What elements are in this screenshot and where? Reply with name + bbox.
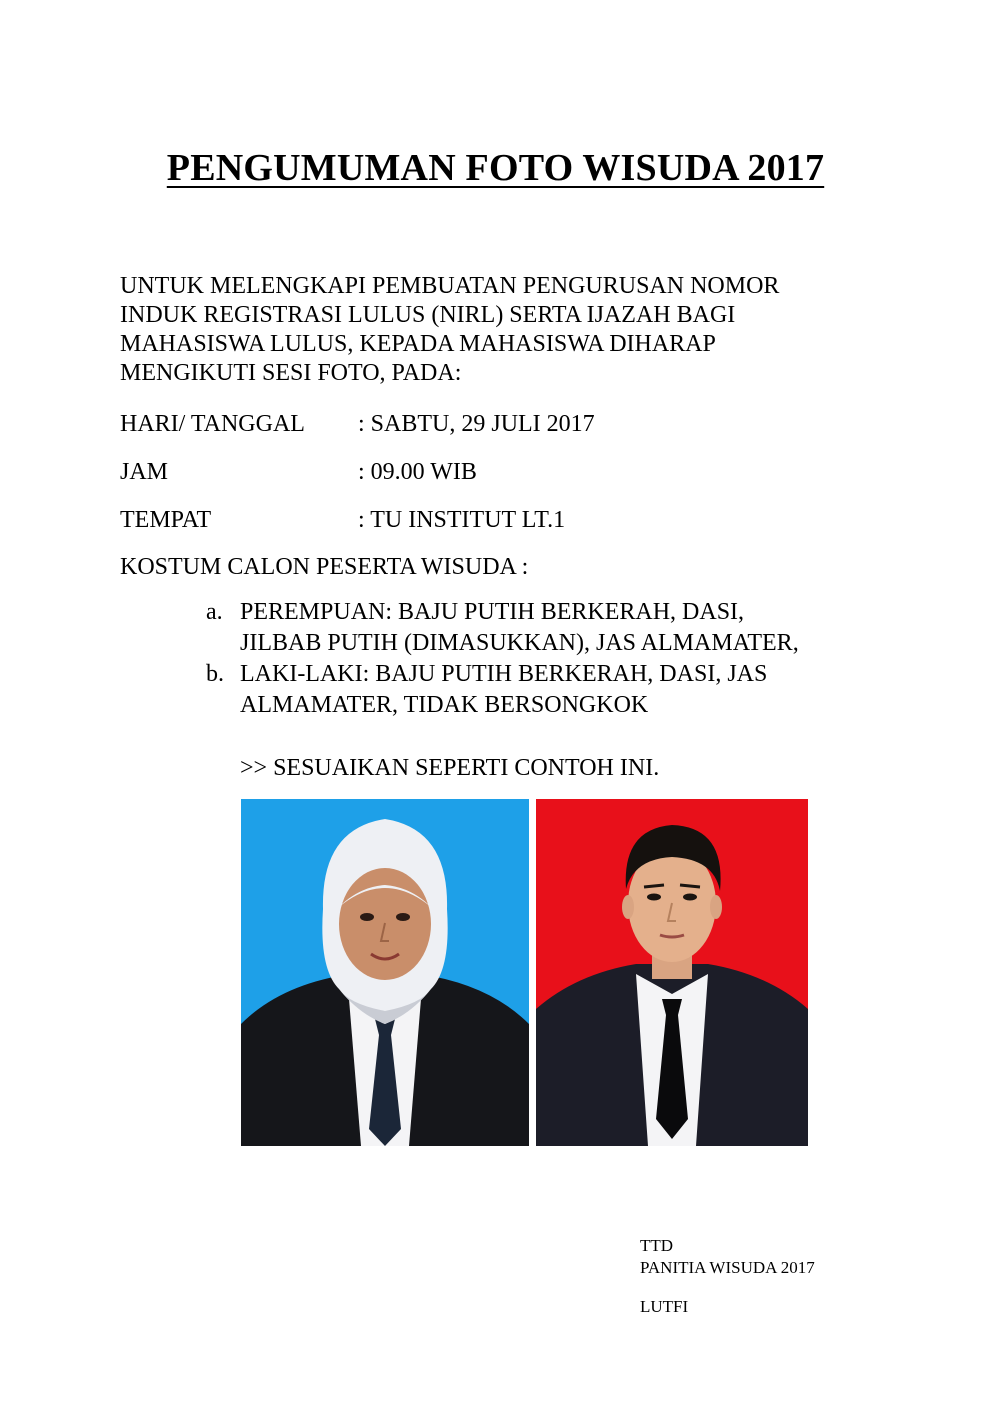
intro-line: MENGIKUTI SESI FOTO, PADA: [120, 360, 462, 386]
female-photo-illustration [241, 799, 529, 1146]
list-item-line: JILBAB PUTIH (DIMASUKKAN), JAS ALMAMATER, [240, 630, 799, 656]
ear-right [710, 895, 722, 919]
eye-left [647, 894, 661, 901]
brow-left [644, 885, 664, 887]
list-item-line: ALMAMATER, TIDAK BERSONGKOK [240, 692, 649, 718]
eye-right [396, 913, 410, 921]
detail-label: JAM [120, 459, 169, 485]
intro-line: INDUK REGISTRASI LULUS (NIRL) SERTA IJAZAH BAGI [120, 302, 736, 328]
intro-line: MAHASISWA LULUS, KEPADA MAHASISWA DIHARAP [120, 331, 716, 357]
list-marker: b. [206, 661, 224, 687]
ear-left [622, 895, 634, 919]
intro-line: UNTUK MELENGKAPI PEMBUATAN PENGURUSAN NOMOR [120, 273, 780, 299]
detail-label: TEMPAT [120, 507, 212, 533]
signature-name: LUTFI [640, 1297, 689, 1316]
signature-ttd: TTD [640, 1236, 674, 1255]
detail-label: HARI/ TANGGAL [120, 411, 305, 437]
detail-value: : SABTU, 29 JULI 2017 [358, 411, 595, 437]
list-item-line: PEREMPUAN: BAJU PUTIH BERKERAH, DASI, [240, 599, 745, 625]
list-marker: a. [206, 599, 223, 625]
list-item-text [240, 659, 880, 721]
eye-right [683, 894, 697, 901]
intro-paragraph [120, 272, 880, 388]
example-note: >> SESUAIKAN SEPERTI CONTOH INI. [240, 755, 660, 781]
female-example-photo [241, 799, 529, 1146]
brow-right [680, 885, 700, 887]
eye-left [360, 913, 374, 921]
male-photo-illustration [536, 799, 808, 1146]
kostum-heading: KOSTUM CALON PESERTA WISUDA : [120, 554, 529, 580]
signature-committee: PANITIA WISUDA 2017 [640, 1258, 815, 1277]
list-item-line: LAKI-LAKI: BAJU PUTIH BERKERAH, DASI, JAS [240, 661, 768, 687]
detail-value: : 09.00 WIB [358, 459, 477, 485]
page-title: PENGUMUMAN FOTO WISUDA 2017 [166, 147, 825, 189]
male-example-photo [536, 799, 808, 1146]
detail-value: : TU INSTITUT LT.1 [358, 507, 566, 533]
list-item-text [240, 597, 880, 659]
